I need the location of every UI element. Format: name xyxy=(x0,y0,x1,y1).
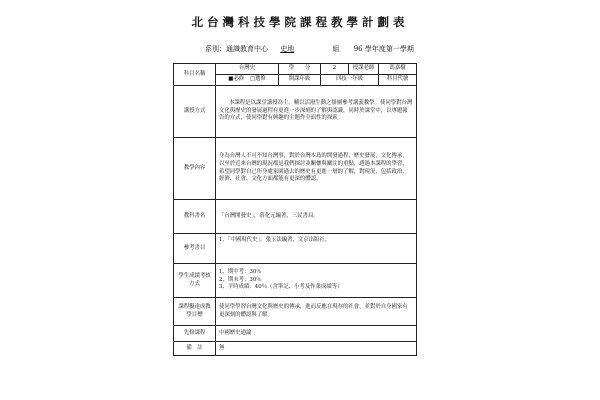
prerequisite-text: 中國歷史通論 xyxy=(216,326,417,342)
required-label: 必修 xyxy=(233,76,245,83)
required-checkbox[interactable]: ■ xyxy=(228,76,234,83)
grading-label: 學生成績考核方式 xyxy=(174,264,216,298)
objectives-text: 使同學學習台灣文化與歷史的傳承，進而反應在現存的社會，並對於自身國家有更深刻的體認與了解。 xyxy=(216,298,417,326)
teaching-method-text: 本課程是以課堂講授為主，輔以活潑生動之掛圖參考講義教學。使同學對台灣文化與歷史的發展過程有更進一步深刻的了解與認識，同時於課堂中，以專題報告的方式，使同學對有興趣的主題作全面性的探索。 xyxy=(216,86,417,138)
credit-label: 學 分 xyxy=(279,64,321,75)
table-row xyxy=(174,298,417,326)
references-label: 參考書目 xyxy=(174,234,216,264)
teacher-name: 馮嘉樹 xyxy=(379,64,417,75)
subheader-line xyxy=(205,44,585,54)
course-name-value: 台灣史 xyxy=(216,64,279,75)
teaching-content-text: 身為台灣人不可不知台灣事，對於台灣本島的開發過程，歷史發展，文化傳承，以至於近來台灣的現況都是我們探討並關懷與關注的重點，透過本課程的學習，希望同學對自己所身處家園過去的歷史有更進一層的了解，對現況，包括政治、經濟、社會、文化方面都能有更深的體認。 xyxy=(216,138,417,200)
prerequisite-label: 先修課程 xyxy=(174,326,216,342)
remarks-label: 備 註 xyxy=(174,342,216,356)
year-term: 96 學年度第一學期 xyxy=(353,45,414,53)
remarks-text: 無 xyxy=(216,342,417,356)
class-value: 史地 xyxy=(280,45,295,53)
grade-label: 開課年級 xyxy=(279,75,321,86)
table-row xyxy=(174,342,417,356)
grading-text xyxy=(216,264,417,298)
table-row xyxy=(174,234,417,264)
dept-name: 通識教育中心 xyxy=(226,45,268,53)
elective-checkbox[interactable]: □ xyxy=(249,76,255,83)
course-code-label: 科目代號 xyxy=(379,75,417,86)
teacher-label: 授課老師 xyxy=(349,64,379,75)
table-row xyxy=(174,264,417,298)
objectives-label: 課程擬達成教學目標 xyxy=(174,298,216,326)
course-plan-table xyxy=(173,63,417,356)
grade-value: 四技一年級 xyxy=(321,75,379,86)
references-text: 1、「中國現代史」，張玉法編著，文京出版社。 xyxy=(216,234,417,264)
table-row xyxy=(174,326,417,342)
table-row xyxy=(174,64,417,75)
table-row xyxy=(174,86,417,138)
grading-item: 3、平時成績：40％（含筆記、小考及作業成績等） xyxy=(219,284,343,291)
table-row xyxy=(174,200,417,234)
table-row xyxy=(174,138,417,200)
textbook-label: 教科書名 xyxy=(174,200,216,234)
dept-prefix: 系別： xyxy=(205,45,226,53)
course-name-label: 科目名稱 xyxy=(174,64,216,86)
teaching-content-label: 教學內容 xyxy=(174,138,216,200)
grading-item: 2、期末考：30％ xyxy=(219,276,262,283)
teaching-method-label: 講授方式 xyxy=(174,86,216,138)
document-title: 北台灣科技學院課程教學計劃表 xyxy=(191,15,409,29)
textbook-text: 「台灣開發史」，薛化元編著，三民書局。 xyxy=(216,200,417,234)
class-suffix: 組 xyxy=(332,45,340,53)
course-type-cell xyxy=(216,75,279,86)
grading-item: 1、期中考：30％ xyxy=(219,269,262,276)
credit-value: 2 xyxy=(321,64,349,75)
elective-label: 選修 xyxy=(254,76,266,83)
